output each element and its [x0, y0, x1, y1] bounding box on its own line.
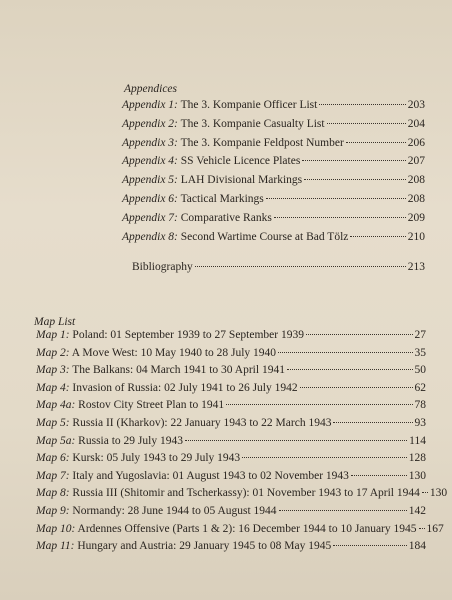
appendix-entry — [122, 99, 425, 111]
appendix-entry — [122, 231, 425, 243]
appendix-title: The 3. Kompanie Feldpost Number — [180, 136, 344, 149]
map-entry-label — [36, 347, 276, 359]
map-entry — [36, 505, 426, 517]
map-number: Map 5: — [36, 417, 70, 429]
appendix-title: Comparative Ranks — [180, 211, 272, 224]
map-number: Map 6: — [36, 452, 70, 465]
leader-dots — [300, 387, 413, 388]
map-title: Russia III (Shitomir and Tscherkassy): 01 November 1943 to 17 April 1944 — [72, 487, 420, 500]
leader-dots — [304, 179, 406, 180]
map-number: Map 10: — [36, 522, 76, 535]
map-title: Italy and Yugoslavia: 01 August 1943 to 02 November 1943 — [72, 469, 349, 482]
map-number: Map 1: — [36, 329, 70, 341]
map-title: Normandy: 28 June 1944 to 05 August 1944 — [72, 505, 277, 517]
map-entry-label — [36, 364, 285, 376]
leader-dots — [306, 334, 413, 335]
map-entry-label — [36, 487, 420, 499]
appendix-page-number: 206 — [407, 136, 425, 149]
map-title: Russia to 29 July 1943 — [78, 434, 183, 447]
leader-dots — [346, 142, 406, 143]
map-list-heading: Map List — [34, 316, 76, 328]
map-number: Map 4: — [36, 381, 70, 394]
map-entry — [36, 522, 444, 535]
leader-dots — [195, 266, 406, 267]
appendix-entry-label — [122, 231, 348, 243]
appendix-page-number: 209 — [407, 211, 425, 224]
appendix-number: Appendix 8: — [122, 230, 178, 243]
leader-dots — [351, 475, 407, 476]
appendix-number: Appendix 7: — [122, 211, 178, 224]
map-title: A Move West: 10 May 1940 to 28 July 1940 — [71, 346, 277, 359]
map-entry-label — [36, 435, 183, 447]
leader-dots — [319, 104, 405, 105]
appendix-entry — [122, 155, 425, 167]
map-title: Invasion of Russia: 02 July 1941 to 26 July 1942 — [72, 381, 298, 394]
appendix-title: LAH Divisional Markings — [180, 174, 303, 187]
leader-dots — [279, 510, 407, 511]
appendix-title: The 3. Kompanie Casualty List — [180, 117, 325, 130]
map-entry — [36, 487, 448, 500]
leader-dots — [185, 440, 407, 441]
map-number: Map 8: — [36, 487, 70, 500]
map-entry — [36, 382, 426, 394]
map-entry — [36, 470, 426, 482]
map-page-number: 114 — [409, 434, 426, 447]
appendix-entry-label — [122, 174, 302, 186]
map-title: Kursk: 05 July 1943 to 29 July 1943 — [72, 452, 241, 465]
map-entry — [36, 399, 426, 411]
map-page-number: 167 — [426, 522, 444, 535]
leader-dots — [302, 160, 405, 161]
appendix-page-number: 208 — [407, 174, 425, 187]
map-number: Map 3: — [36, 364, 70, 377]
map-title: Russia II (Kharkov): 22 January 1943 to 22 March 1943 — [72, 417, 332, 429]
map-number: Map 7: — [36, 469, 70, 482]
map-page-number: 142 — [408, 505, 426, 517]
map-entry-label — [36, 505, 277, 517]
map-number: Map 4a: — [36, 399, 76, 412]
appendix-title: SS Vehicle Licence Plates — [180, 155, 301, 168]
appendix-title: The 3. Kompanie Officer List — [180, 99, 318, 111]
map-entry — [36, 364, 426, 376]
appendix-entry-label — [122, 212, 272, 224]
appendix-number: Appendix 6: — [122, 193, 178, 205]
leader-dots — [274, 217, 406, 218]
leader-dots — [287, 369, 413, 370]
appendix-entry — [122, 193, 425, 205]
appendix-entry — [122, 174, 425, 186]
appendix-page-number: 207 — [407, 155, 425, 168]
map-number: Map 11: — [36, 540, 75, 553]
map-page-number: 130 — [408, 469, 426, 482]
map-entry-label — [36, 452, 240, 464]
bibliography-label: Bibliography — [132, 261, 193, 273]
appendix-number: Appendix 2: — [122, 117, 178, 130]
leader-dots — [266, 198, 406, 199]
map-number: Map 2: — [36, 346, 70, 359]
map-entry-label — [36, 470, 349, 482]
leader-dots — [278, 352, 412, 353]
map-title: Hungary and Austria: 29 January 1945 to 08 May 1945 — [77, 540, 332, 553]
map-entry-label — [36, 399, 224, 411]
map-entry-label — [36, 417, 331, 429]
map-page-number: 93 — [414, 417, 426, 429]
appendix-entry — [122, 118, 425, 130]
leader-dots — [226, 404, 412, 405]
map-entry-label — [36, 540, 331, 552]
appendix-entry — [122, 137, 425, 149]
map-entry — [36, 347, 426, 359]
map-entry-label — [36, 382, 298, 394]
bibliography-entry — [132, 261, 425, 273]
appendix-entry-label — [122, 118, 325, 130]
appendix-number: Appendix 1: — [122, 99, 178, 111]
appendix-page-number: 203 — [407, 99, 425, 111]
map-title: Poland: 01 September 1939 to 27 September 1939 — [72, 329, 304, 341]
appendix-page-number: 208 — [407, 193, 425, 205]
appendix-number: Appendix 3: — [122, 136, 178, 149]
leader-dots — [350, 236, 405, 237]
map-entry-label — [36, 329, 304, 341]
map-page-number: 130 — [429, 487, 448, 500]
map-number: Map 9: — [36, 505, 70, 517]
map-entry — [36, 435, 426, 447]
map-number: Map 5a: — [36, 434, 76, 447]
map-page-number: 62 — [414, 381, 426, 394]
map-entry-label — [36, 523, 417, 535]
map-page-number: 184 — [408, 540, 426, 553]
map-title: Ardennes Offensive (Parts 1 & 2): 16 December 1944 to 10 January 1945 — [77, 522, 417, 535]
appendix-title: Second Wartime Course at Bad Tölz — [180, 230, 349, 243]
leader-dots — [333, 545, 407, 546]
map-page-number: 78 — [414, 399, 426, 412]
map-entry — [36, 452, 426, 464]
leader-dots — [242, 457, 407, 458]
appendix-entry-label — [122, 137, 344, 149]
map-page-number: 27 — [414, 329, 426, 341]
map-page-number: 50 — [414, 364, 426, 377]
appendix-page-number: 204 — [407, 117, 425, 130]
appendix-number: Appendix 4: — [122, 155, 178, 168]
leader-dots — [419, 528, 425, 529]
leader-dots — [333, 422, 412, 423]
map-entry — [36, 417, 426, 429]
appendix-entry — [122, 212, 425, 224]
appendix-entry-label — [122, 99, 317, 111]
appendix-entry-label — [122, 155, 300, 167]
appendix-page-number: 210 — [407, 230, 425, 243]
map-page-number: 128 — [408, 452, 426, 465]
appendix-entry-label — [122, 193, 264, 205]
appendix-title: Tactical Markings — [180, 193, 264, 205]
leader-dots — [422, 492, 428, 493]
map-title: Rostov City Street Plan to 1941 — [78, 399, 225, 412]
map-entry — [36, 329, 426, 341]
appendices-heading: Appendices — [124, 83, 178, 95]
leader-dots — [327, 123, 406, 124]
map-page-number: 35 — [414, 346, 426, 359]
bibliography-page: 213 — [407, 261, 425, 273]
appendix-number: Appendix 5: — [122, 174, 178, 187]
map-entry — [36, 540, 426, 552]
map-title: The Balkans: 04 March 1941 to 30 April 1941 — [72, 364, 285, 377]
